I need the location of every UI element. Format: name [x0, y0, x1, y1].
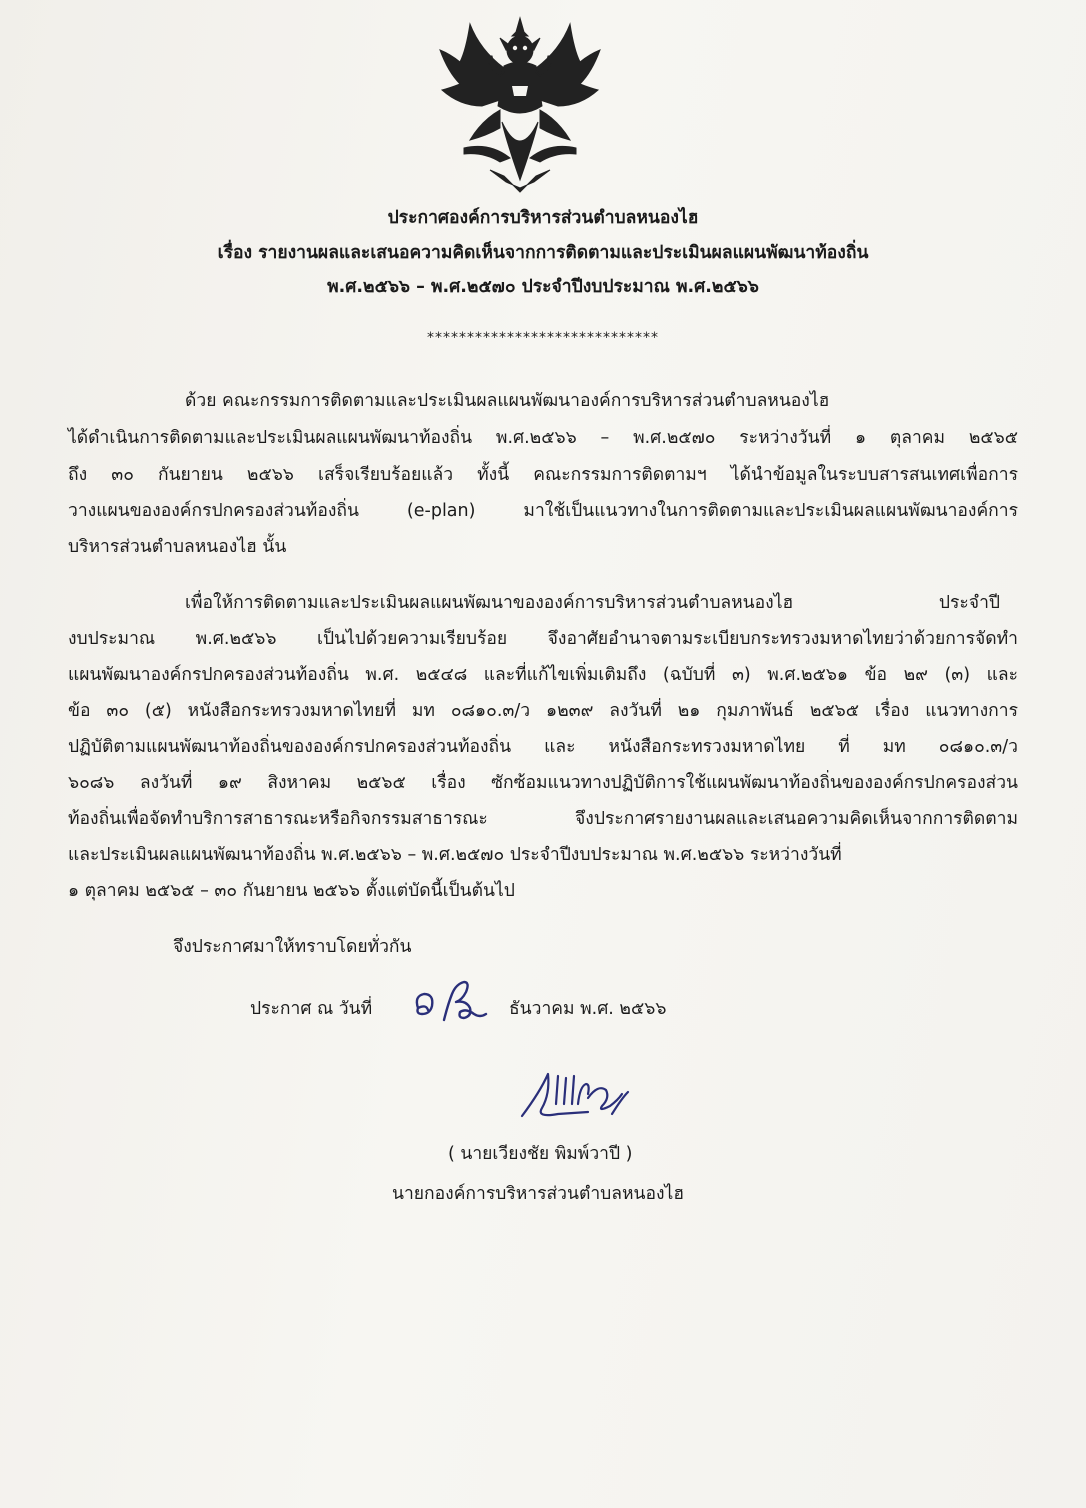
signatory-position: นายกองค์การบริหารส่วนตำบลหนองไฮ — [392, 1184, 685, 1204]
closing-line: จึงประกาศมาให้ทราบโดยทั่วกัน — [173, 937, 412, 957]
body-line: ด้วย คณะกรรมการติดตามและประเมินผลแผนพัฒนาองค์การบริหารส่วนตำบลหนองไฮ — [185, 391, 830, 411]
body-line: และประเมินผลแผนพัฒนาท้องถิ่น พ.ศ.๒๕๖๖ – พ.ศ.๒๕๗๐ ประจำปีงบประมาณ พ.ศ.๒๕๖๖ ระหว่างวันที่ — [68, 845, 842, 865]
date-prefix: ประกาศ ณ วันที่ — [250, 999, 373, 1019]
body-line: ปฏิบัติตามแผนพัฒนาท้องถิ่นขององค์กรปกครองส่วนท้องถิ่น และ หนังสือกระทรวงมหาดไทย ที่ มท ๐๘๑๐.๓/ว — [68, 737, 1018, 757]
body-line: ๑ ตุลาคม ๒๕๖๕ – ๓๐ กันยายน ๒๕๖๖ ตั้งแต่บัดนี้เป็นต้นไป — [68, 881, 515, 901]
signature-icon — [518, 1064, 644, 1124]
body-line: ท้องถิ่นเพื่อจัดทำบริการสาธารณะหรือกิจกรรมสาธารณะ จึงประกาศรายงานผลและเสนอความคิดเห็นจากการติดตาม — [68, 809, 1018, 829]
separator: ***************************** — [427, 330, 659, 346]
signatory-name: ( นายเวียงชัย พิมพ์วาปี ) — [448, 1144, 633, 1164]
body-line: งบประมาณ พ.ศ.๒๕๖๖ เป็นไปด้วยความเรียบร้อย จึงอาศัยอำนาจตามระเบียบกระทรวงมหาดไทยว่าด้วยการจัดทำ — [68, 629, 1018, 649]
body-line: เพื่อให้การติดตามและประเมินผลแผนพัฒนาขององค์การบริหารส่วนตำบลหนองไฮ ประจำปี — [185, 593, 1000, 613]
body-line: วางแผนขององค์กรปกครองส่วนท้องถิ่น (e-plan) มาใช้เป็นแนวทางในการติดตามและประเมินผลแผนพัฒนาองค์การ — [68, 501, 1018, 521]
handwritten-day-icon — [404, 974, 500, 1030]
date-suffix: ธันวาคม พ.ศ. ๒๕๖๖ — [509, 999, 667, 1019]
body-line: ๖๐๘๖ ลงวันที่ ๑๙ สิงหาคม ๒๕๖๕ เรื่อง ซักซ้อมแนวทางปฏิบัติการใช้แผนพัฒนาท้องถิ่นขององค์กรปกครองส่วน — [68, 773, 1018, 793]
body-line: บริหารส่วนตำบลหนองไฮ นั้น — [68, 537, 287, 557]
body-line: แผนพัฒนาองค์กรปกครองส่วนท้องถิ่น พ.ศ. ๒๕๔๘ และที่แก้ไขเพิ่มเติมถึง (ฉบับที่ ๓) พ.ศ.๒๕๖๑ ข้อ ๒๙ (๓) และ — [68, 665, 1018, 685]
body-line: ได้ดำเนินการติดตามและประเมินผลแผนพัฒนาท้องถิ่น พ.ศ.๒๕๖๖ – พ.ศ.๒๕๗๐ ระหว่างวันที่ ๑ ตุลาคม ๒๕๖๕ — [68, 428, 1018, 448]
announcement-subject: เรื่อง รายงานผลและเสนอความคิดเห็นจากการติดตามและประเมินผลแผนพัฒนาท้องถิ่น — [217, 243, 869, 263]
body-line: ถึง ๓๐ กันยายน ๒๕๖๖ เสร็จเรียบร้อยแล้ว ทั้งนี้ คณะกรรมการติดตามฯ ได้นำข้อมูลในระบบสารสนเทศเพื่อการ — [68, 465, 1018, 485]
garuda-emblem-icon — [430, 10, 610, 195]
announcement-title: ประกาศองค์การบริหารส่วนตำบลหนองไฮ — [387, 208, 699, 228]
announcement-period: พ.ศ.๒๕๖๖ – พ.ศ.๒๕๗๐ ประจำปีงบประมาณ พ.ศ.๒๕๖๖ — [327, 277, 759, 297]
body-line: ข้อ ๓๐ (๕) หนังสือกระทรวงมหาดไทยที่ มท ๐๘๑๐.๓/ว ๑๒๓๙ ลงวันที่ ๒๑ กุมภาพันธ์ ๒๕๖๕ เรื่อง แนวทางการ — [68, 701, 1018, 721]
